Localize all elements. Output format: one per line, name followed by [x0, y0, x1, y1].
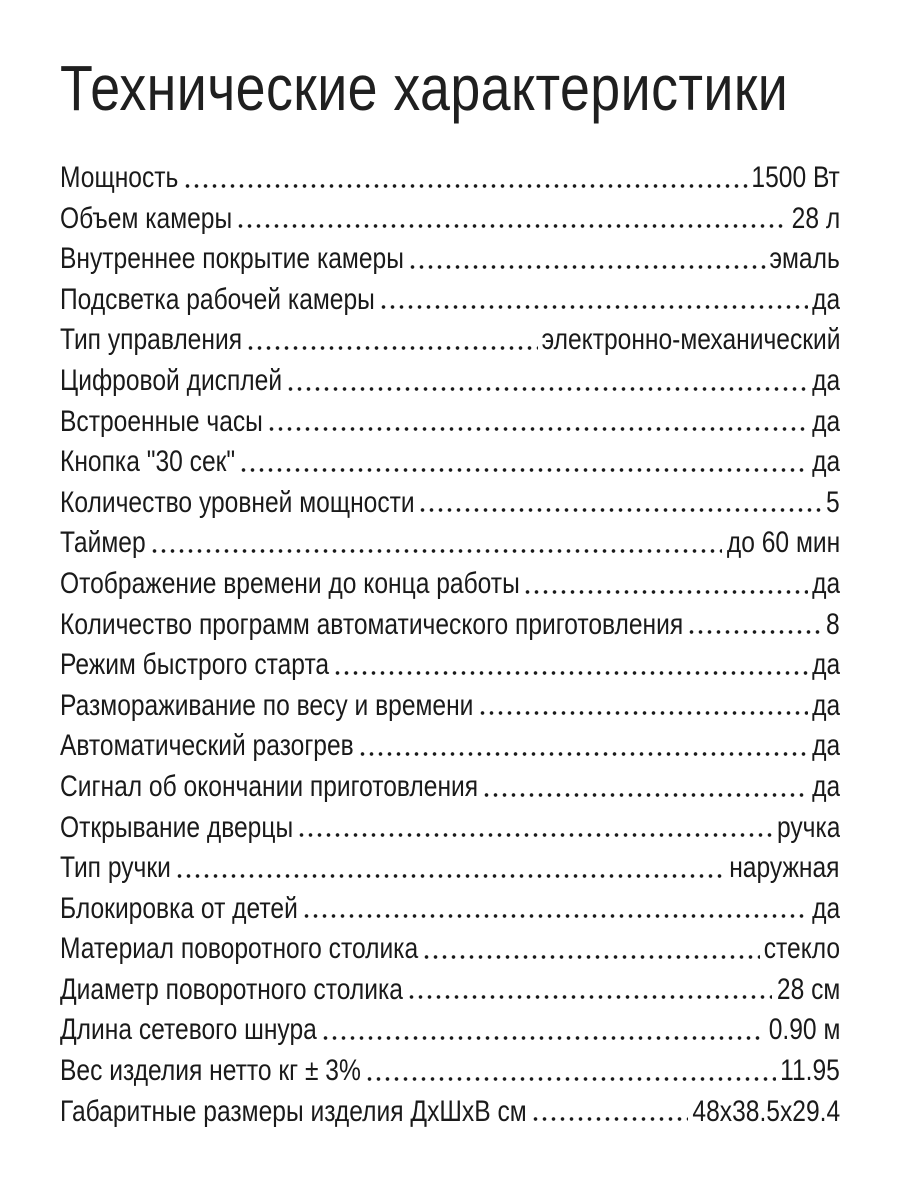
spec-label: Подсветка рабочей камеры — [60, 282, 375, 316]
spec-row — [60, 1010, 840, 1051]
dot-leader — [302, 914, 808, 918]
dot-leader — [286, 387, 808, 391]
spec-label: Тип управления — [60, 323, 243, 357]
dot-leader — [321, 1036, 764, 1040]
spec-row — [60, 402, 840, 443]
dot-leader — [183, 184, 748, 188]
spec-row — [60, 483, 840, 524]
spec-value: да — [811, 404, 840, 438]
dot-leader — [150, 549, 722, 553]
spec-label: Встроенные часы — [60, 404, 263, 438]
spec-value: да — [811, 648, 840, 682]
spec-label: Мощность — [60, 161, 179, 194]
spec-value: да — [811, 282, 840, 316]
spec-label: Диаметр поворотного столика — [60, 972, 403, 1006]
spec-value: 28 л — [791, 201, 840, 235]
spec-value: 28 см — [776, 972, 840, 1006]
dot-leader — [531, 1117, 688, 1121]
dot-leader — [687, 630, 822, 634]
spec-row — [60, 645, 840, 686]
dot-leader — [246, 346, 538, 350]
spec-value: эмаль — [769, 242, 840, 276]
spec-row — [60, 767, 840, 808]
spec-value: ручка — [776, 810, 840, 844]
spec-value: 1500 Вт — [751, 161, 840, 194]
spec-row — [60, 970, 840, 1011]
spec-row — [60, 361, 840, 402]
dot-leader — [175, 874, 726, 878]
spec-label: Кнопка "30 сек" — [60, 445, 236, 479]
spec-value: наружная — [729, 851, 840, 885]
dot-leader — [523, 590, 807, 594]
dot-leader — [239, 468, 808, 472]
dot-leader — [358, 752, 808, 756]
dot-leader — [422, 955, 760, 959]
spec-label: Отображение времени до конца работы — [60, 566, 520, 600]
dot-leader — [297, 833, 772, 837]
spec-label: Количество уровней мощности — [60, 485, 415, 519]
spec-row — [60, 199, 840, 240]
spec-value: 0.90 м — [768, 1013, 840, 1047]
dot-leader — [408, 265, 766, 269]
spec-value: да — [811, 688, 840, 722]
spec-row — [60, 1092, 840, 1133]
spec-label: Тип ручки — [60, 851, 171, 885]
spec-row — [60, 564, 840, 605]
spec-row — [60, 889, 840, 930]
spec-value: до 60 мин — [726, 526, 840, 560]
spec-value: 8 — [826, 607, 840, 641]
spec-row — [60, 158, 840, 199]
dot-leader — [482, 793, 808, 797]
spec-value: 5 — [826, 485, 840, 519]
spec-label: Автоматический разогрев — [60, 729, 354, 763]
spec-label: Количество программ автоматического приготовления — [60, 607, 684, 641]
dot-leader — [236, 224, 787, 228]
spec-label: Длина сетевого шнура — [60, 1013, 317, 1047]
dot-leader — [407, 995, 772, 999]
spec-row — [60, 686, 840, 727]
dot-leader — [267, 427, 807, 431]
spec-value: да — [811, 769, 840, 803]
spec-value: да — [811, 363, 840, 397]
spec-row — [60, 808, 840, 849]
spec-label: Внутреннее покрытие камеры — [60, 242, 404, 276]
spec-value: да — [811, 891, 840, 925]
spec-label: Размораживание по весу и времени — [60, 688, 474, 722]
spec-row — [60, 320, 840, 361]
spec-label: Габаритные размеры изделия ДхШхВ см — [60, 1094, 527, 1128]
dot-leader — [333, 671, 807, 675]
spec-value: да — [811, 729, 840, 763]
spec-row — [60, 442, 840, 483]
dot-leader — [379, 305, 808, 309]
spec-value: да — [811, 445, 840, 479]
spec-row — [60, 280, 840, 321]
spec-row — [60, 848, 840, 889]
spec-value: да — [811, 566, 840, 600]
spec-label: Таймер — [60, 526, 146, 560]
spec-row — [60, 726, 840, 767]
spec-value: 48x38.5x29.4 — [692, 1094, 840, 1128]
spec-label: Объем камеры — [60, 201, 233, 235]
dot-leader — [478, 711, 808, 715]
spec-label: Материал поворотного столика — [60, 932, 419, 966]
dot-leader — [365, 1077, 777, 1081]
spec-label: Открывание дверцы — [60, 810, 294, 844]
spec-row — [60, 929, 840, 970]
spec-row — [60, 239, 840, 280]
spec-label: Сигнал об окончании приготовления — [60, 769, 479, 803]
page-title: Технические характеристики — [60, 52, 789, 124]
dot-leader — [418, 508, 822, 512]
spec-value: 11.95 — [780, 1054, 840, 1088]
spec-label: Режим быстрого старта — [60, 648, 330, 682]
spec-value: стекло — [763, 932, 840, 966]
spec-label: Вес изделия нетто кг ± 3% — [60, 1054, 361, 1088]
spec-label: Цифровой дисплей — [60, 363, 283, 397]
spec-value: электронно-механический — [541, 323, 840, 357]
spec-list — [60, 158, 840, 1132]
spec-label: Блокировка от детей — [60, 891, 298, 925]
spec-row — [60, 1051, 840, 1092]
spec-row — [60, 523, 840, 564]
spec-row — [60, 605, 840, 646]
